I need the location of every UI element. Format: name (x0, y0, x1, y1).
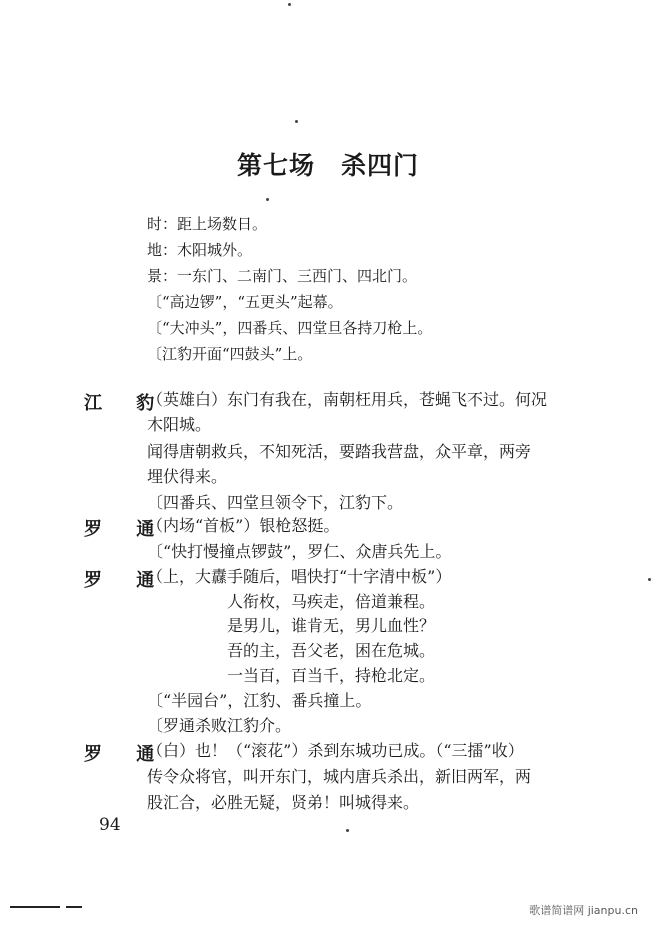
dialogue-line: 股汇合，必胜无疑，贤弟！叫城得来。 (147, 793, 420, 812)
verse-line: 是男儿，谁肯无，男儿血性？ (227, 616, 436, 635)
dialogue-line: （英雄白）东门有我在，南朝枉用兵，苍蝇飞不过。何况 (147, 390, 548, 409)
stage-direction: 〔四番兵、四堂旦领令下，江豹下。 (147, 493, 404, 512)
scan-artifact-line (10, 906, 60, 908)
speaker-name: 罗 通 (84, 519, 169, 540)
scan-speck (648, 578, 651, 581)
stage-direction: 〔罗通杀败江豹介。 (147, 716, 292, 735)
dialogue-line: （内场“首板”）银枪怒挺。 (147, 516, 340, 535)
dialogue-line: 木阳城。 (147, 415, 212, 434)
stage-direction: 〔“高边锣”，“五更头”起幕。 (147, 293, 343, 311)
verse-line: 人衔枚，马疾走，倍道兼程。 (227, 592, 436, 611)
setting-scenery: 景：一东门、二南门、三西门、四北门。 (147, 267, 418, 285)
verse-line: 吾的主，吾父老，困在危城。 (227, 641, 436, 660)
scan-speck (346, 829, 349, 832)
scene-title: 第七场 杀四门 (236, 151, 419, 180)
verse-line: 一当百，百当千，持枪北定。 (227, 666, 436, 685)
dialogue-line: （上，大纛手随后，唱快打“十字清中板”） (147, 567, 452, 586)
stage-direction: 〔“快打慢撞点锣鼓”，罗仁、众唐兵先上。 (147, 542, 452, 561)
speaker-name: 江 豹 (84, 393, 169, 414)
scan-artifact-line (66, 906, 82, 908)
stage-direction: 〔“大冲头”，四番兵、四堂旦各持刀枪上。 (147, 319, 433, 337)
scan-speck (295, 120, 298, 123)
dialogue-line: 传令众将官，叫开东门，城内唐兵杀出，新旧两军，两 (147, 767, 532, 786)
speaker-name: 罗 通 (84, 570, 169, 591)
setting-time: 时：距上场数日。 (147, 215, 268, 233)
stage-direction: 〔“半园台”，江豹、番兵撞上。 (147, 691, 372, 710)
scan-speck (288, 3, 291, 6)
setting-place: 地：木阳城外。 (147, 241, 253, 259)
watermark: 歌谱简谱网 jianpu.cn (529, 904, 638, 917)
scan-speck (266, 198, 269, 201)
speaker-name: 罗 通 (84, 744, 169, 765)
dialogue-line: 埋伏得来。 (147, 467, 228, 486)
page-number: 94 (99, 815, 121, 835)
dialogue-line: （白）也！（“滚花”）杀到东城功已成。（“三擂”收） (147, 741, 524, 760)
stage-direction: 〔江豹开面“四鼓头”上。 (147, 345, 313, 363)
dialogue-line: 闻得唐朝救兵，不知死活，要踏我营盘，众平章，两旁 (147, 442, 532, 461)
